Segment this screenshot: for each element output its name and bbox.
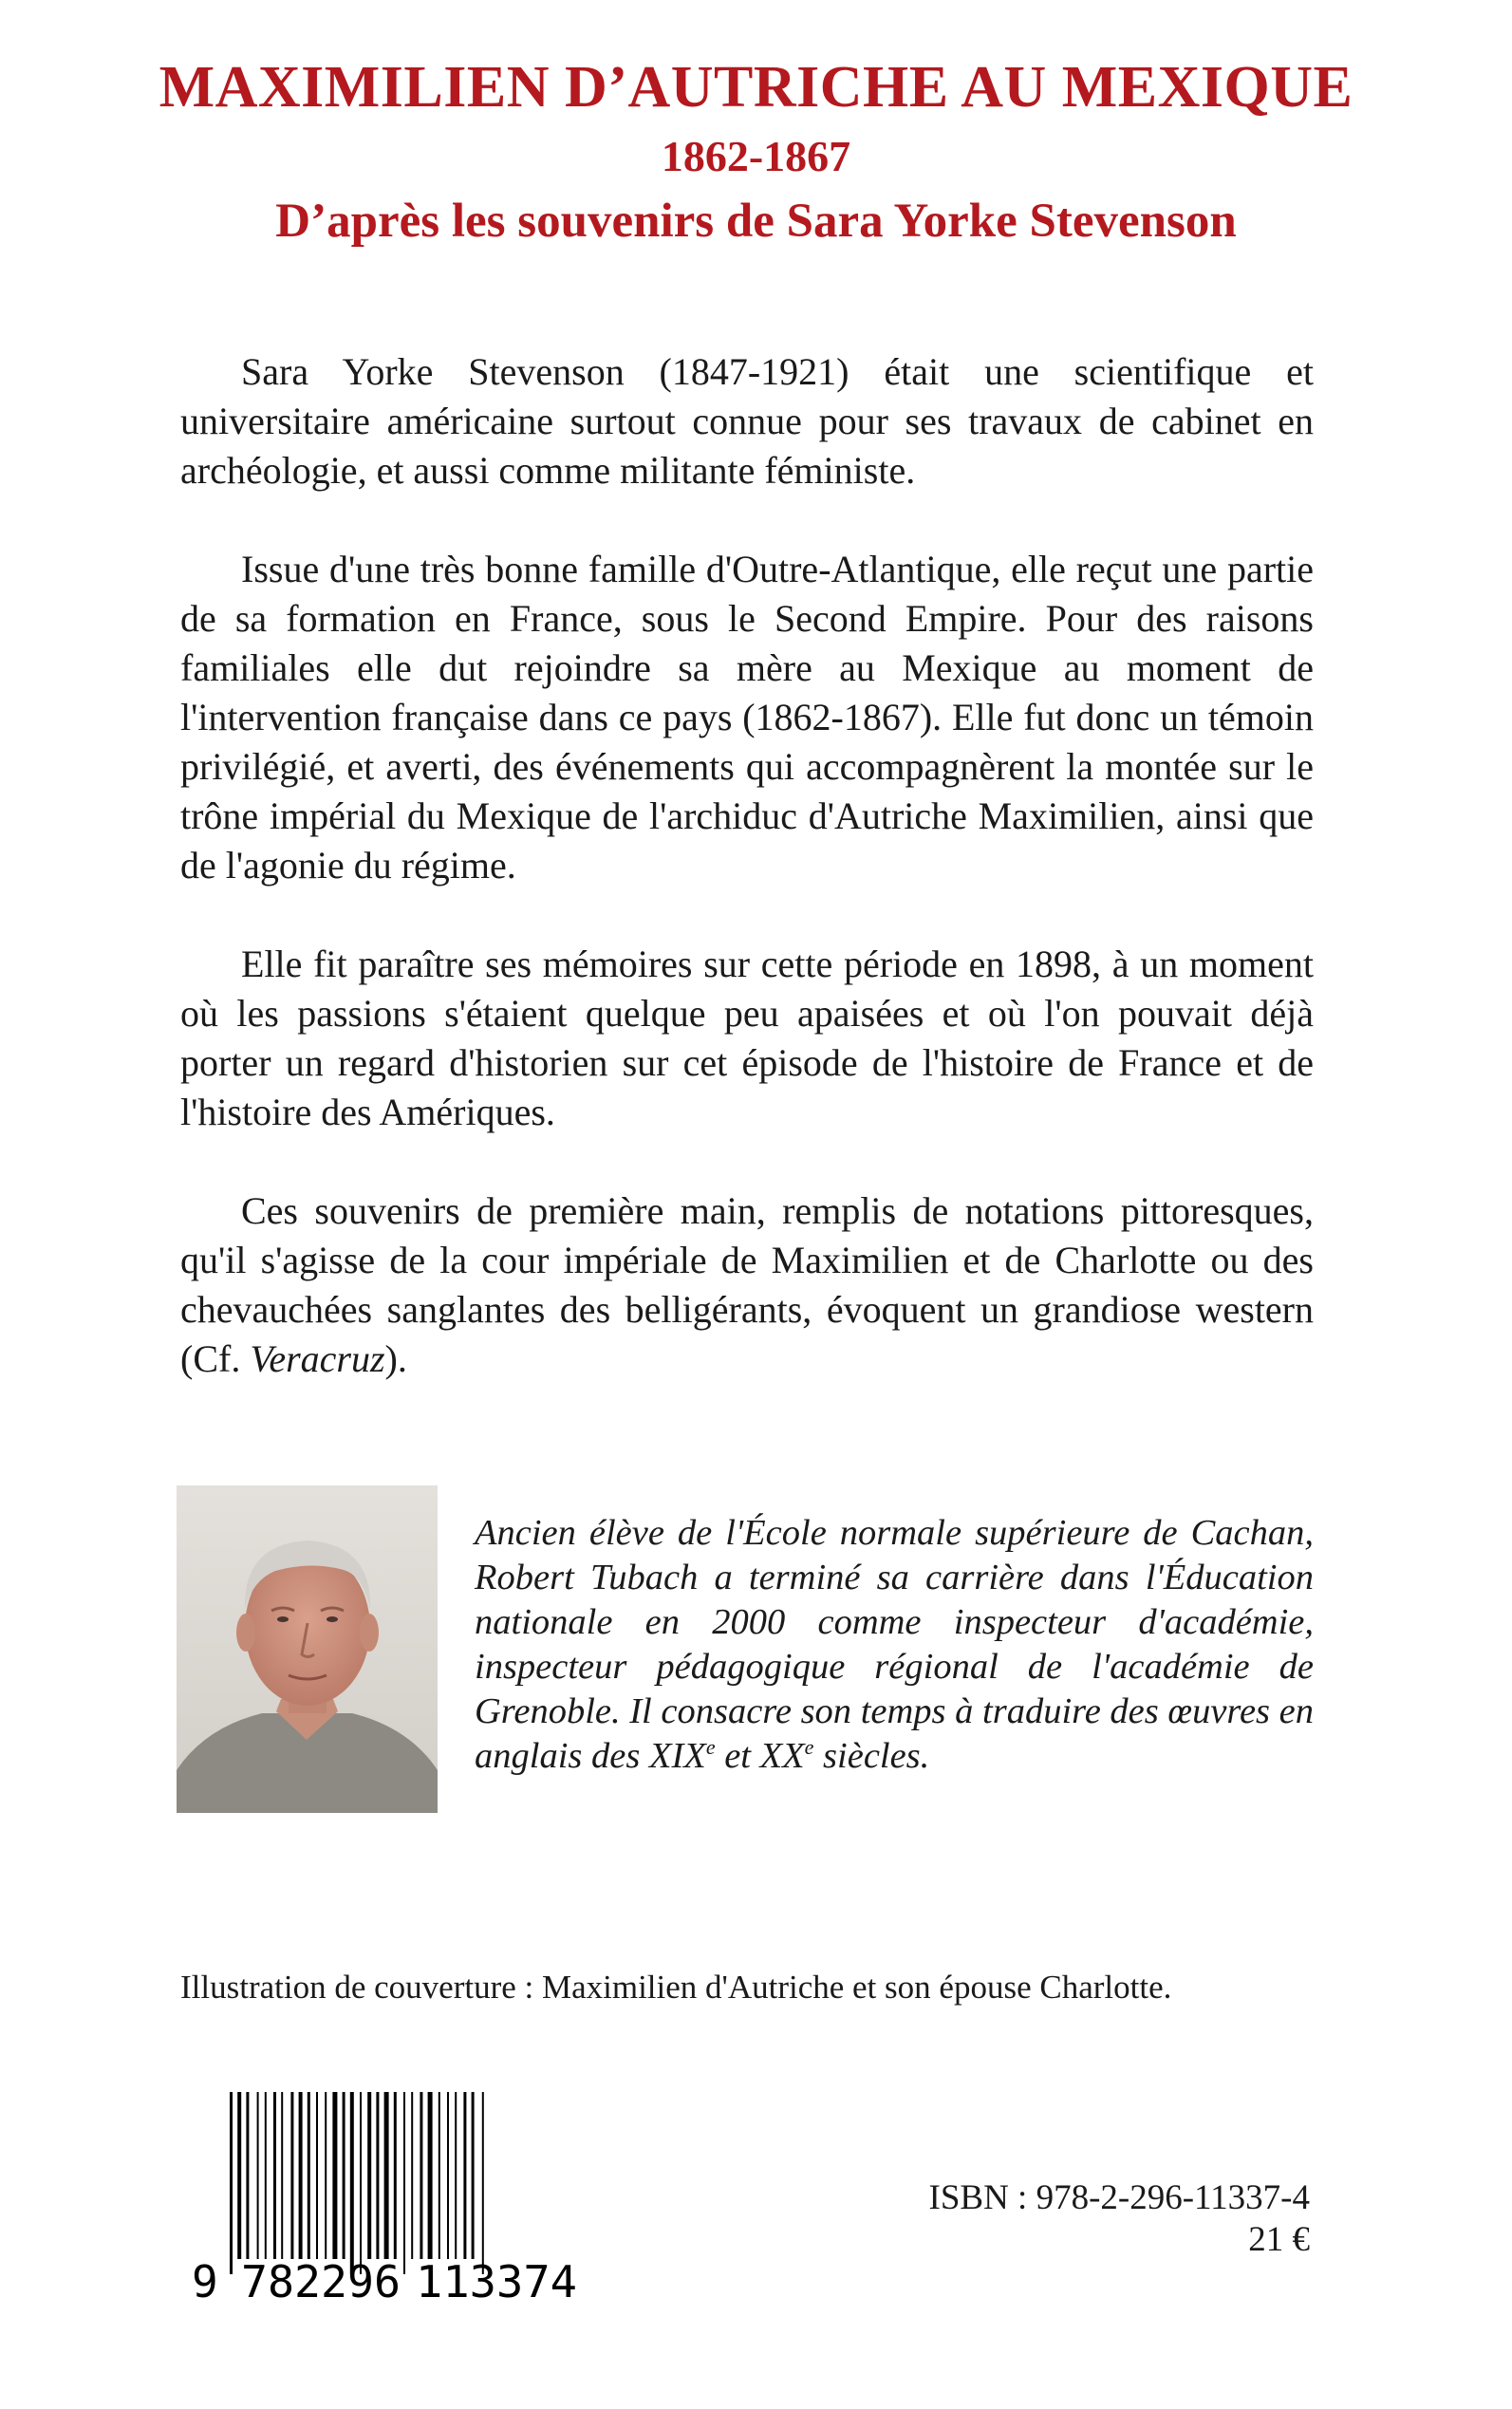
barcode-bar — [290, 2092, 293, 2259]
barcode-digits-right: 113374 — [416, 2256, 577, 2305]
paragraph-4-text-end: ). — [384, 1337, 407, 1380]
summary-paragraph-3: Elle fit paraître ses mémoires sur cette période en 1898, à un moment où les passions s'étaient quelque peu apaisées et où l'on pouvait déjà porter un regard d'historien sur cet épisode de l'histoire de France et de l'histoire des Amériques. — [180, 943, 1314, 1133]
barcode-bar — [350, 2092, 354, 2274]
isbn-number: ISBN : 978-2-296-11337-4 — [928, 2178, 1310, 2217]
barcode-bar — [273, 2092, 276, 2259]
barcode-bar — [411, 2092, 413, 2259]
author-bio-text-mid: et XX — [715, 1736, 805, 1776]
summary-paragraph-4 — [180, 1186, 1314, 1384]
barcode-bar — [343, 2092, 345, 2259]
barcode-bar — [308, 2092, 310, 2259]
barcode-bar — [482, 2092, 484, 2274]
barcode-bar — [265, 2092, 267, 2259]
author-biography — [475, 1511, 1314, 1779]
barcode-bar — [439, 2092, 440, 2259]
barcode-bar — [428, 2092, 433, 2259]
isbn-barcode — [182, 2086, 600, 2305]
summary-text — [180, 347, 1314, 1433]
barcode-bar — [281, 2092, 283, 2259]
barcode-bar — [455, 2092, 457, 2259]
author-bio-text: Ancien élève de l'École normale supérieure de Cachan, Robert Tubach a terminé sa carrière dans l'Éducation nationale en 2000 comme inspecteur d'académie, inspecteur pédagogique régional de l'académie de Grenoble. Il consacre son temps à traduire des œuvres en anglais des XIX — [475, 1513, 1314, 1776]
price: 21 € — [1248, 2220, 1310, 2259]
barcode-bar — [246, 2092, 249, 2259]
title-block — [0, 49, 1512, 254]
superscript-e-2: e — [804, 1735, 814, 1760]
book-title: MAXIMILIEN D’AUTRICHE AU MEXIQUE — [159, 55, 1353, 120]
paragraph-4-text-start: Ces souvenirs de première main, remplis de notations pittoresques, qu'il s'agisse de la cour impériale de Maximilien et de Charlotte ou des chevauchées sanglantes des belligérants, évoquent un grandiose western (Cf. — [180, 1189, 1314, 1380]
barcode-bar — [325, 2092, 327, 2259]
barcode-bar — [376, 2092, 379, 2259]
superscript-e-1: e — [705, 1735, 716, 1760]
isbn-price-block — [854, 2177, 1310, 2261]
barcode-digit-prefix: 9 — [192, 2256, 218, 2305]
author-bio-text-end: siècles. — [813, 1736, 930, 1776]
barcode-bar — [367, 2092, 371, 2259]
barcode-bar — [384, 2092, 389, 2259]
barcode-bar — [316, 2092, 318, 2259]
barcode-bar — [237, 2092, 241, 2259]
barcode-bar — [447, 2092, 449, 2259]
barcode-bar — [394, 2092, 397, 2259]
barcode-bar — [463, 2092, 466, 2259]
barcode-bar — [332, 2092, 337, 2259]
book-years: 1862-1867 — [661, 132, 851, 180]
barcode-bar — [230, 2092, 233, 2274]
summary-paragraph-1: Sara Yorke Stevenson (1847-1921) était une scientifique et universitaire américaine surtout connue pour ses travaux de cabinet en archéologie, et aussi comme militante féministe. — [180, 350, 1314, 492]
barcode-digits-left: 782296 — [241, 2256, 401, 2305]
barcode-bar — [472, 2092, 475, 2259]
summary-paragraph-2: Issue d'une très bonne famille d'Outre-Atlantique, elle reçut une partie de sa formation en France, sous le Second Empire. Pour des raisons familiales elle dut rejoindre sa mère au Mexique au moment de l'intervention française dans ce pays (1862-1867). Elle fut donc un témoin privilégié, et averti, des événements qui accompagnèrent la montée sur le trône impérial du Mexique de l'archiduc d'Autriche Maximilien, ainsi que de l'agonie du régime. — [180, 548, 1314, 887]
barcode-bar — [257, 2092, 259, 2259]
barcode-bar — [420, 2092, 422, 2259]
author-photo — [177, 1485, 438, 1813]
barcode-bar — [403, 2092, 405, 2274]
book-subtitle: D’après les souvenirs de Sara Yorke Stevenson — [275, 195, 1237, 248]
barcode-bar — [299, 2092, 303, 2259]
barcode-bar — [360, 2092, 362, 2274]
film-title: Veracruz — [250, 1337, 385, 1380]
illustration-credit: Illustration de couverture : Maximilien d'Autriche et son épouse Charlotte. — [180, 1969, 1172, 2006]
